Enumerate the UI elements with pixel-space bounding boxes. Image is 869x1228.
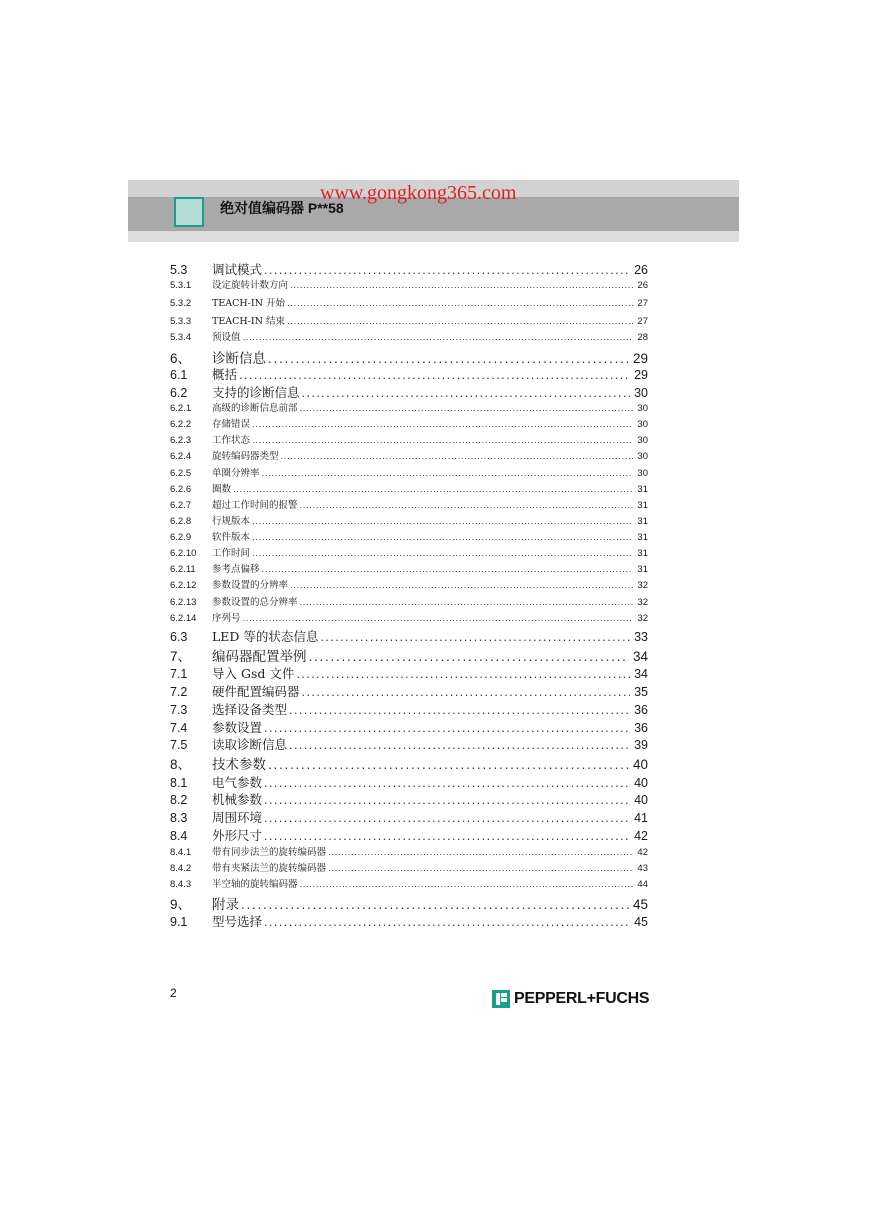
- toc-dot-leader: [264, 829, 630, 843]
- toc-dot-leader: [328, 863, 633, 874]
- toc-entry-number: 6.2.2: [170, 419, 192, 430]
- toc-entry-title: 支持的诊断信息: [212, 385, 300, 400]
- toc-entry-page: 30: [637, 403, 648, 414]
- toc-entry-page: 32: [637, 597, 648, 608]
- toc-entry[interactable]: [170, 481, 648, 495]
- toc-dot-leader: [239, 368, 630, 382]
- toc-entry[interactable]: [170, 513, 648, 527]
- header-band-bottom: [128, 231, 739, 242]
- toc-entry-page: 30: [634, 386, 648, 400]
- toc-entry-title: 诊断信息: [212, 351, 266, 367]
- toc-entry-page: 29: [632, 351, 648, 366]
- toc-entry-page: 26: [634, 263, 648, 277]
- toc-entry-title: 硬件配置编码器: [212, 684, 300, 699]
- toc-entry-number: 7.2: [170, 685, 188, 699]
- toc-entry[interactable]: [170, 627, 648, 645]
- toc-entry-number: 7.4: [170, 721, 188, 735]
- toc-entry[interactable]: [170, 432, 648, 446]
- toc-entry-title: LED 等的状态信息: [212, 629, 319, 644]
- toc-entry-title: 半空轴的旋转编码器: [212, 879, 298, 890]
- toc-dot-leader: [290, 580, 633, 591]
- toc-entry-title: 超过工作时间的报警: [212, 500, 298, 511]
- toc-entry-page: 40: [632, 757, 648, 772]
- toc-entry-page: 30: [637, 468, 648, 479]
- toc-entry-number: 6.2.1: [170, 403, 192, 414]
- toc-entry-number: 8.2: [170, 793, 188, 807]
- toc-entry-title: 软件版本: [212, 532, 251, 543]
- toc-dot-leader: [252, 548, 633, 559]
- toc-entry[interactable]: [170, 277, 648, 291]
- toc-dot-leader: [289, 738, 630, 752]
- toc-entry-title: 选择设备类型: [212, 702, 288, 717]
- toc-entry[interactable]: [170, 577, 648, 591]
- brand-name: PEPPERL+FUCHS: [514, 990, 650, 1007]
- toc-entry-page: 31: [637, 516, 648, 527]
- toc-dot-leader: [287, 298, 633, 309]
- brand-logo: [492, 990, 649, 1008]
- toc-entry-number: 8.4.3: [170, 879, 192, 890]
- toc-entry-number: 7.1: [170, 667, 188, 681]
- toc-entry-title: 存储错误: [212, 419, 251, 430]
- toc-dot-leader: [262, 564, 634, 575]
- toc-dot-leader: [268, 351, 629, 366]
- toc-entry[interactable]: [170, 682, 648, 700]
- toc-entry-title: 设定旋转计数方向: [212, 280, 289, 291]
- toc-entry-title: 带有夹紧法兰的旋转编码器: [212, 863, 327, 874]
- page-number: 2: [170, 986, 177, 1000]
- toc-dot-leader: [264, 793, 630, 807]
- toc-entry[interactable]: [170, 594, 648, 608]
- toc-dot-leader: [243, 613, 634, 624]
- toc-entry-number: 6.2.7: [170, 500, 192, 511]
- toc-entry-title: 参考点偏移: [212, 564, 260, 575]
- toc-entry-page: 35: [634, 685, 648, 699]
- toc-entry[interactable]: [170, 400, 648, 414]
- toc-entry[interactable]: [170, 497, 648, 511]
- toc-entry-title: TEACH-IN 开始: [212, 298, 285, 309]
- toc-entry-number: 6.2.4: [170, 451, 192, 462]
- toc-entry-title: 调试模式: [212, 262, 263, 277]
- toc-entry-number: 9.1: [170, 915, 188, 929]
- toc-entry-number: 6.2.5: [170, 468, 192, 479]
- toc-entry-page: 28: [637, 332, 648, 343]
- toc-entry-page: 32: [637, 580, 648, 591]
- toc-entry-number: 8、: [170, 757, 192, 772]
- toc-entry-page: 45: [634, 915, 648, 929]
- toc-entry[interactable]: [170, 912, 648, 930]
- toc-entry[interactable]: [170, 347, 648, 367]
- toc-entry-title: TEACH-IN 结束: [212, 316, 285, 327]
- toc-entry-title: 电气参数: [212, 775, 263, 790]
- toc-entry[interactable]: [170, 365, 648, 383]
- toc-entry-number: 6.2.14: [170, 613, 197, 624]
- toc-dot-leader: [287, 316, 633, 327]
- toc-dot-leader: [252, 516, 633, 527]
- toc-entry-title: 行规版本: [212, 516, 251, 527]
- toc-entry-page: 27: [637, 298, 648, 309]
- toc-entry-number: 6.2.8: [170, 516, 192, 527]
- toc-entry-title: 技术参数: [212, 757, 266, 773]
- toc-entry[interactable]: [170, 545, 648, 559]
- toc-entry-number: 6.2.3: [170, 435, 192, 446]
- toc-entry[interactable]: [170, 645, 648, 665]
- toc-entry-number: 5.3.1: [170, 280, 192, 291]
- toc-entry[interactable]: [170, 329, 648, 343]
- toc-entry-page: 44: [637, 879, 648, 890]
- toc-entry-page: 45: [632, 897, 648, 912]
- toc-entry-page: 42: [637, 847, 648, 858]
- toc-entry-page: 31: [637, 532, 648, 543]
- toc-dot-leader: [252, 532, 633, 543]
- toc-entry-title: 概括: [212, 367, 238, 382]
- toc-entry-title: 旋转编码器类型: [212, 451, 279, 462]
- toc-entry-number: 7.5: [170, 738, 188, 752]
- toc-entry-page: 36: [634, 721, 648, 735]
- toc-dot-leader: [264, 811, 630, 825]
- toc-entry[interactable]: [170, 610, 648, 624]
- toc-dot-leader: [290, 280, 633, 291]
- toc-entry[interactable]: [170, 448, 648, 462]
- toc-entry-number: 6.2.13: [170, 597, 197, 608]
- toc-entry-title: 带有同步法兰的旋转编码器: [212, 847, 327, 858]
- toc-dot-leader: [300, 500, 634, 511]
- toc-entry-number: 9、: [170, 897, 192, 912]
- toc-dot-leader: [309, 649, 629, 664]
- document-title: 绝对值编码器 P**58: [220, 200, 344, 216]
- toc-entry-number: 6.2: [170, 386, 188, 400]
- toc-entry-title: 工作时间: [212, 548, 251, 559]
- toc-entry-number: 6.2.11: [170, 564, 196, 575]
- toc-entry-title: 周围环境: [212, 810, 263, 825]
- toc-entry-number: 8.4.1: [170, 847, 192, 858]
- toc-entry-title: 参数设置的分辨率: [212, 580, 289, 591]
- toc-entry-page: 41: [634, 811, 648, 825]
- toc-entry[interactable]: [170, 416, 648, 430]
- toc-entry-number: 6.2.10: [170, 548, 197, 559]
- toc-entry-page: 31: [637, 548, 648, 559]
- toc-entry-page: 30: [637, 451, 648, 462]
- toc-entry[interactable]: [170, 753, 648, 773]
- toc-entry[interactable]: [170, 561, 648, 575]
- toc-entry[interactable]: [170, 735, 648, 753]
- toc-dot-leader: [233, 484, 633, 495]
- toc-entry-page: 39: [634, 738, 648, 752]
- toc-entry-page: 26: [637, 280, 648, 291]
- toc-entry-number: 5.3: [170, 263, 188, 277]
- toc-entry-title: 圈数: [212, 484, 232, 495]
- toc-entry-number: 8.4: [170, 829, 188, 843]
- toc-entry-title: 读取诊断信息: [212, 737, 288, 752]
- toc-entry-title: 参数设置: [212, 720, 263, 735]
- toc-entry[interactable]: [170, 465, 648, 479]
- pepperl-fuchs-logo-icon: [492, 990, 510, 1008]
- toc-dot-leader: [241, 897, 629, 912]
- toc-dot-leader: [264, 721, 630, 735]
- toc-entry[interactable]: [170, 313, 648, 327]
- toc-entry[interactable]: [170, 893, 648, 913]
- toc-entry-title: 工作状态: [212, 435, 251, 446]
- toc-entry[interactable]: [170, 529, 648, 543]
- toc-entry[interactable]: [170, 295, 648, 309]
- toc-dot-leader: [281, 451, 634, 462]
- toc-entry[interactable]: [170, 260, 648, 278]
- toc-entry-number: 5.3.2: [170, 298, 192, 309]
- toc-dot-leader: [300, 597, 634, 608]
- toc-dot-leader: [289, 703, 630, 717]
- toc-entry-page: 34: [632, 649, 648, 664]
- toc-entry-title: 外形尺寸: [212, 828, 263, 843]
- toc-entry[interactable]: [170, 844, 648, 858]
- toc-dot-leader: [302, 386, 631, 400]
- toc-entry[interactable]: [170, 876, 648, 890]
- toc-entry-number: 6.2.6: [170, 484, 192, 495]
- toc-entry-page: 30: [637, 419, 648, 430]
- toc-dot-leader: [262, 468, 634, 479]
- toc-entry-number: 6.2.9: [170, 532, 192, 543]
- toc-entry-title: 编码器配置举例: [212, 649, 307, 665]
- toc-entry[interactable]: [170, 383, 648, 401]
- toc-dot-leader: [252, 435, 633, 446]
- toc-entry-number: 7、: [170, 649, 192, 664]
- toc-entry[interactable]: [170, 700, 648, 718]
- toc-dot-leader: [296, 667, 630, 681]
- toc-dot-leader: [320, 630, 630, 644]
- toc-entry-page: 32: [637, 613, 648, 624]
- toc-entry[interactable]: [170, 826, 648, 844]
- toc-dot-leader: [252, 419, 633, 430]
- toc-entry-number: 5.3.3: [170, 316, 192, 327]
- toc-dot-leader: [264, 263, 630, 277]
- toc-entry-page: 30: [637, 435, 648, 446]
- toc-entry-page: 27: [637, 316, 648, 327]
- toc-entry-page: 34: [634, 667, 648, 681]
- toc-entry[interactable]: [170, 718, 648, 736]
- toc-entry-number: 6、: [170, 351, 192, 366]
- toc-entry-page: 40: [634, 776, 648, 790]
- toc-dot-leader: [300, 403, 634, 414]
- toc-dot-leader: [264, 776, 630, 790]
- toc-entry-page: 42: [634, 829, 648, 843]
- toc-entry-number: 6.1: [170, 368, 188, 382]
- toc-dot-leader: [302, 685, 631, 699]
- toc-entry-page: 31: [637, 500, 648, 511]
- toc-entry-title: 单圈分辨率: [212, 468, 260, 479]
- header-square-icon: [174, 197, 204, 227]
- toc-entry-title: 参数设置的总分辨率: [212, 597, 298, 608]
- toc-entry-number: 8.4.2: [170, 863, 192, 874]
- toc-entry-title: 高级的诊断信息前部: [212, 403, 298, 414]
- toc-dot-leader: [264, 915, 630, 929]
- watermark: www.gongkong365.com: [320, 182, 517, 204]
- toc-entry-number: 6.2.12: [170, 580, 197, 591]
- toc-entry-title: 型号选择: [212, 914, 263, 929]
- toc-entry-number: 5.3.4: [170, 332, 192, 343]
- toc-dot-leader: [328, 847, 633, 858]
- toc-entry[interactable]: [170, 664, 648, 682]
- toc-entry-number: 8.3: [170, 811, 188, 825]
- toc-entry-title: 导入 Gsd 文件: [212, 666, 295, 681]
- toc-entry[interactable]: [170, 790, 648, 808]
- toc-entry-title: 附录: [212, 897, 239, 913]
- toc-dot-leader: [243, 332, 634, 343]
- toc-entry-page: 33: [634, 630, 648, 644]
- toc-entry-page: 36: [634, 703, 648, 717]
- toc-entry-title: 机械参数: [212, 792, 263, 807]
- toc-entry-number: 7.3: [170, 703, 188, 717]
- toc-entry-page: 31: [637, 484, 648, 495]
- toc-entry-number: 8.1: [170, 776, 188, 790]
- toc-entry[interactable]: [170, 808, 648, 826]
- toc-entry[interactable]: [170, 773, 648, 791]
- toc-entry-title: 序列号: [212, 613, 241, 624]
- toc-entry-number: 6.3: [170, 630, 188, 644]
- toc-entry-page: 31: [637, 564, 648, 575]
- toc-entry[interactable]: [170, 860, 648, 874]
- toc-entry-page: 43: [637, 863, 648, 874]
- toc-dot-leader: [268, 757, 629, 772]
- toc-entry-page: 40: [634, 793, 648, 807]
- toc-dot-leader: [300, 879, 634, 890]
- toc-entry-page: 29: [634, 368, 648, 382]
- toc-entry-title: 预设值: [212, 332, 241, 343]
